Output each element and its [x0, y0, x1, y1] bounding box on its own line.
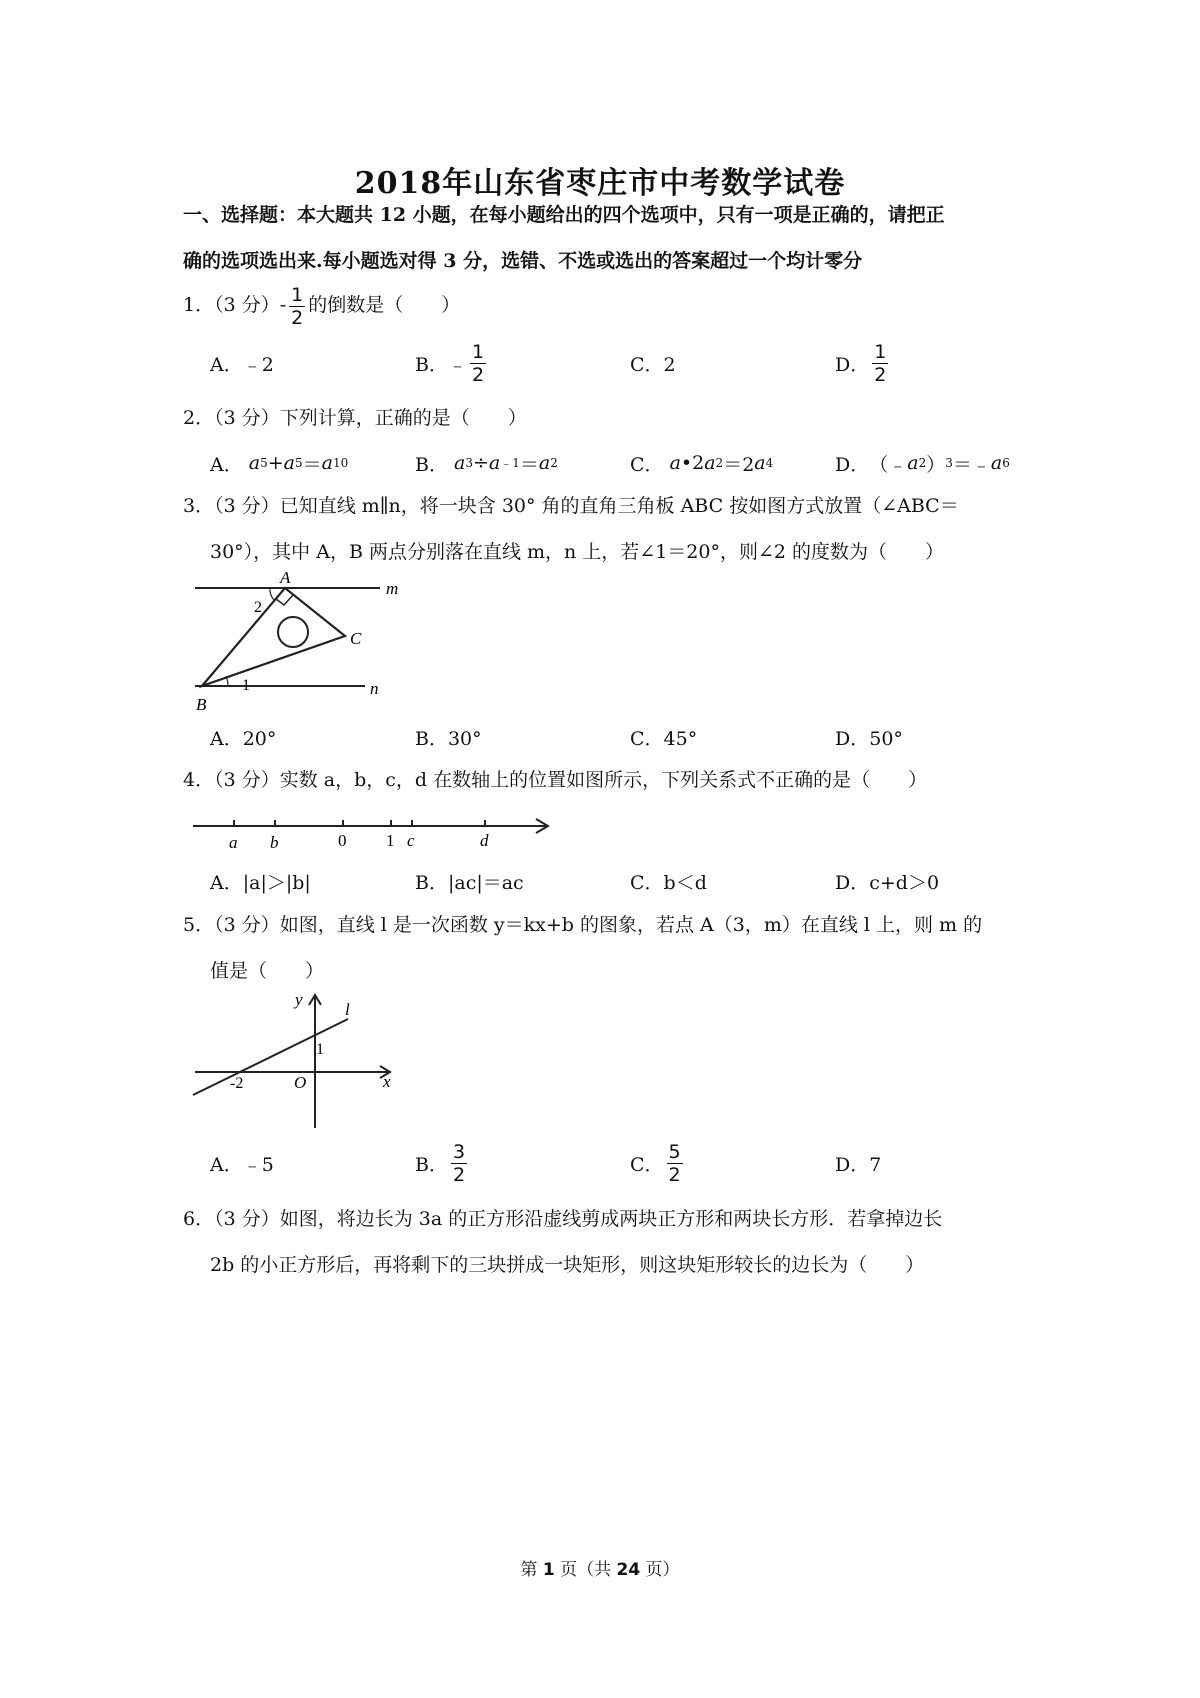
- question-1: [183, 282, 1043, 329]
- q4-option-d: D．c+d＞0: [835, 871, 940, 894]
- label-origin: O: [294, 1073, 307, 1092]
- section-line-1: 一、选择题：本大题共 12 小题，在每小题给出的四个选项中，只有一项是正确的，请把正: [183, 204, 945, 226]
- q3-option-a: A．20°: [210, 727, 277, 750]
- section-instructions: [183, 192, 1033, 284]
- label-B: B: [196, 695, 207, 714]
- q1-option-c: C．2: [630, 353, 676, 376]
- tick-label-a: a: [229, 833, 238, 852]
- label-A: A: [280, 568, 291, 587]
- label-m: m: [386, 579, 399, 598]
- q2-options: [210, 440, 1040, 486]
- question-2: 2．（3 分）下列计算，正确的是（ ）: [183, 407, 527, 429]
- q1-neg: -: [279, 294, 287, 316]
- question-3: [183, 483, 1043, 575]
- q3-option-b: B．30°: [415, 727, 482, 750]
- label-neg-two: -2: [230, 1075, 244, 1092]
- q2-option-c: C． a •2 a 2 ＝2 a 4: [630, 452, 774, 476]
- q5-option-c: C． $\frac{5}{2}$: [630, 1140, 681, 1186]
- q1-option-a: A．﹣2: [210, 353, 274, 376]
- q5-option-b: B． $\frac{3}{2}$: [415, 1140, 466, 1186]
- tick-label-b: b: [270, 833, 279, 852]
- q3-figure: [190, 568, 420, 716]
- label-angle-1: 1: [242, 677, 250, 694]
- q2-option-d: D． （﹣ a 2 ） 3 ＝﹣ a 6: [835, 452, 1010, 476]
- q5-line-1: 5．（3 分）如图，直线 l 是一次函数 y＝kx+b 的图象，若点 A（3，m）在直线 l 上，则 m 的: [183, 914, 983, 936]
- label-C: C: [350, 629, 362, 648]
- q5-option-d: D．7: [835, 1153, 882, 1176]
- label-l: l: [345, 1000, 350, 1019]
- angle-2-arc: [270, 588, 274, 600]
- page-footer: 第 1 页（共 24 页）: [520, 1560, 680, 1580]
- page-title: 2018年山东省枣庄市中考数学试卷: [354, 166, 846, 201]
- footer-total-pages: 24: [616, 1560, 641, 1580]
- q4-option-a: A．|a|＞|b|: [210, 871, 311, 894]
- tick-label-d: d: [480, 831, 489, 850]
- q6-line-1: 6．（3 分）如图，将边长为 3a 的正方形沿虚线剪成两块正方形和两块长方形．若拿掉边长: [183, 1208, 943, 1230]
- q3-option-d: D．50°: [835, 727, 903, 750]
- q4-option-b: B．|ac|＝ac: [415, 871, 524, 894]
- q2-option-a: A． a 5 + a 5 ＝ a 10: [210, 452, 349, 476]
- label-x: x: [383, 1072, 391, 1091]
- q1-suffix: 的倒数是（ ）: [308, 294, 461, 316]
- line-l: [193, 1019, 348, 1095]
- label-n: n: [370, 679, 379, 698]
- q4-options: [210, 858, 1040, 904]
- q5-options: [210, 1140, 1040, 1186]
- q1-options: [210, 340, 1040, 386]
- q4-number-line: [190, 810, 560, 856]
- q5-line-2: 值是（ ）: [210, 960, 325, 982]
- tick-label-c: c: [407, 831, 415, 850]
- section-line-2: 确的选项选出来.每小题选对得 3 分，选错、不选或选出的答案超过一个均计零分: [183, 250, 863, 272]
- footer-page-number: 1: [542, 1560, 555, 1580]
- q1-prefix: 1．（3 分）: [183, 294, 280, 316]
- q1-option-b: B．﹣ $\frac{1}{2}$: [415, 340, 485, 386]
- tick-label-1: 1: [386, 831, 395, 850]
- q6-line-2: 2b 的小正方形后，再将剩下的三块拼成一块矩形，则这块矩形较长的边长为（ ）: [210, 1254, 925, 1276]
- label-y: y: [295, 990, 303, 1009]
- question-5: [183, 902, 1043, 994]
- q5-option-a: A．﹣5: [210, 1153, 274, 1176]
- tick-label-0: 0: [338, 831, 347, 850]
- q2-option-b: B． a 3 ÷ a ﹣1 ＝ a 2: [415, 452, 558, 476]
- q5-figure: [190, 990, 410, 1130]
- label-angle-2: 2: [254, 599, 262, 616]
- question-4: 4．（3 分）实数 a，b，c，d 在数轴上的位置如图所示，下列关系式不正确的是（ ）: [183, 769, 928, 791]
- q4-option-c: C．b＜d: [630, 871, 707, 894]
- q3-options: [210, 714, 1040, 760]
- q3-option-c: C．45°: [630, 727, 698, 750]
- label-one: 1: [316, 1041, 324, 1058]
- q3-line-1: 3．（3 分）已知直线 m∥n，将一块含 30° 角的直角三角板 ABC 按如图方式放置（∠ABC＝: [183, 495, 959, 517]
- q1-fraction: $\frac{1}{2}$: [291, 283, 304, 329]
- q3-line-2: 30°），其中 A，B 两点分别落在直线 m，n 上，若∠1＝20°，则∠2 的度数为（ ）: [210, 541, 945, 563]
- triangle-abc: [202, 588, 345, 686]
- question-6: [183, 1196, 1043, 1288]
- q1-option-d: D． $\frac{1}{2}$: [835, 340, 887, 386]
- triangle-hole: [278, 617, 308, 647]
